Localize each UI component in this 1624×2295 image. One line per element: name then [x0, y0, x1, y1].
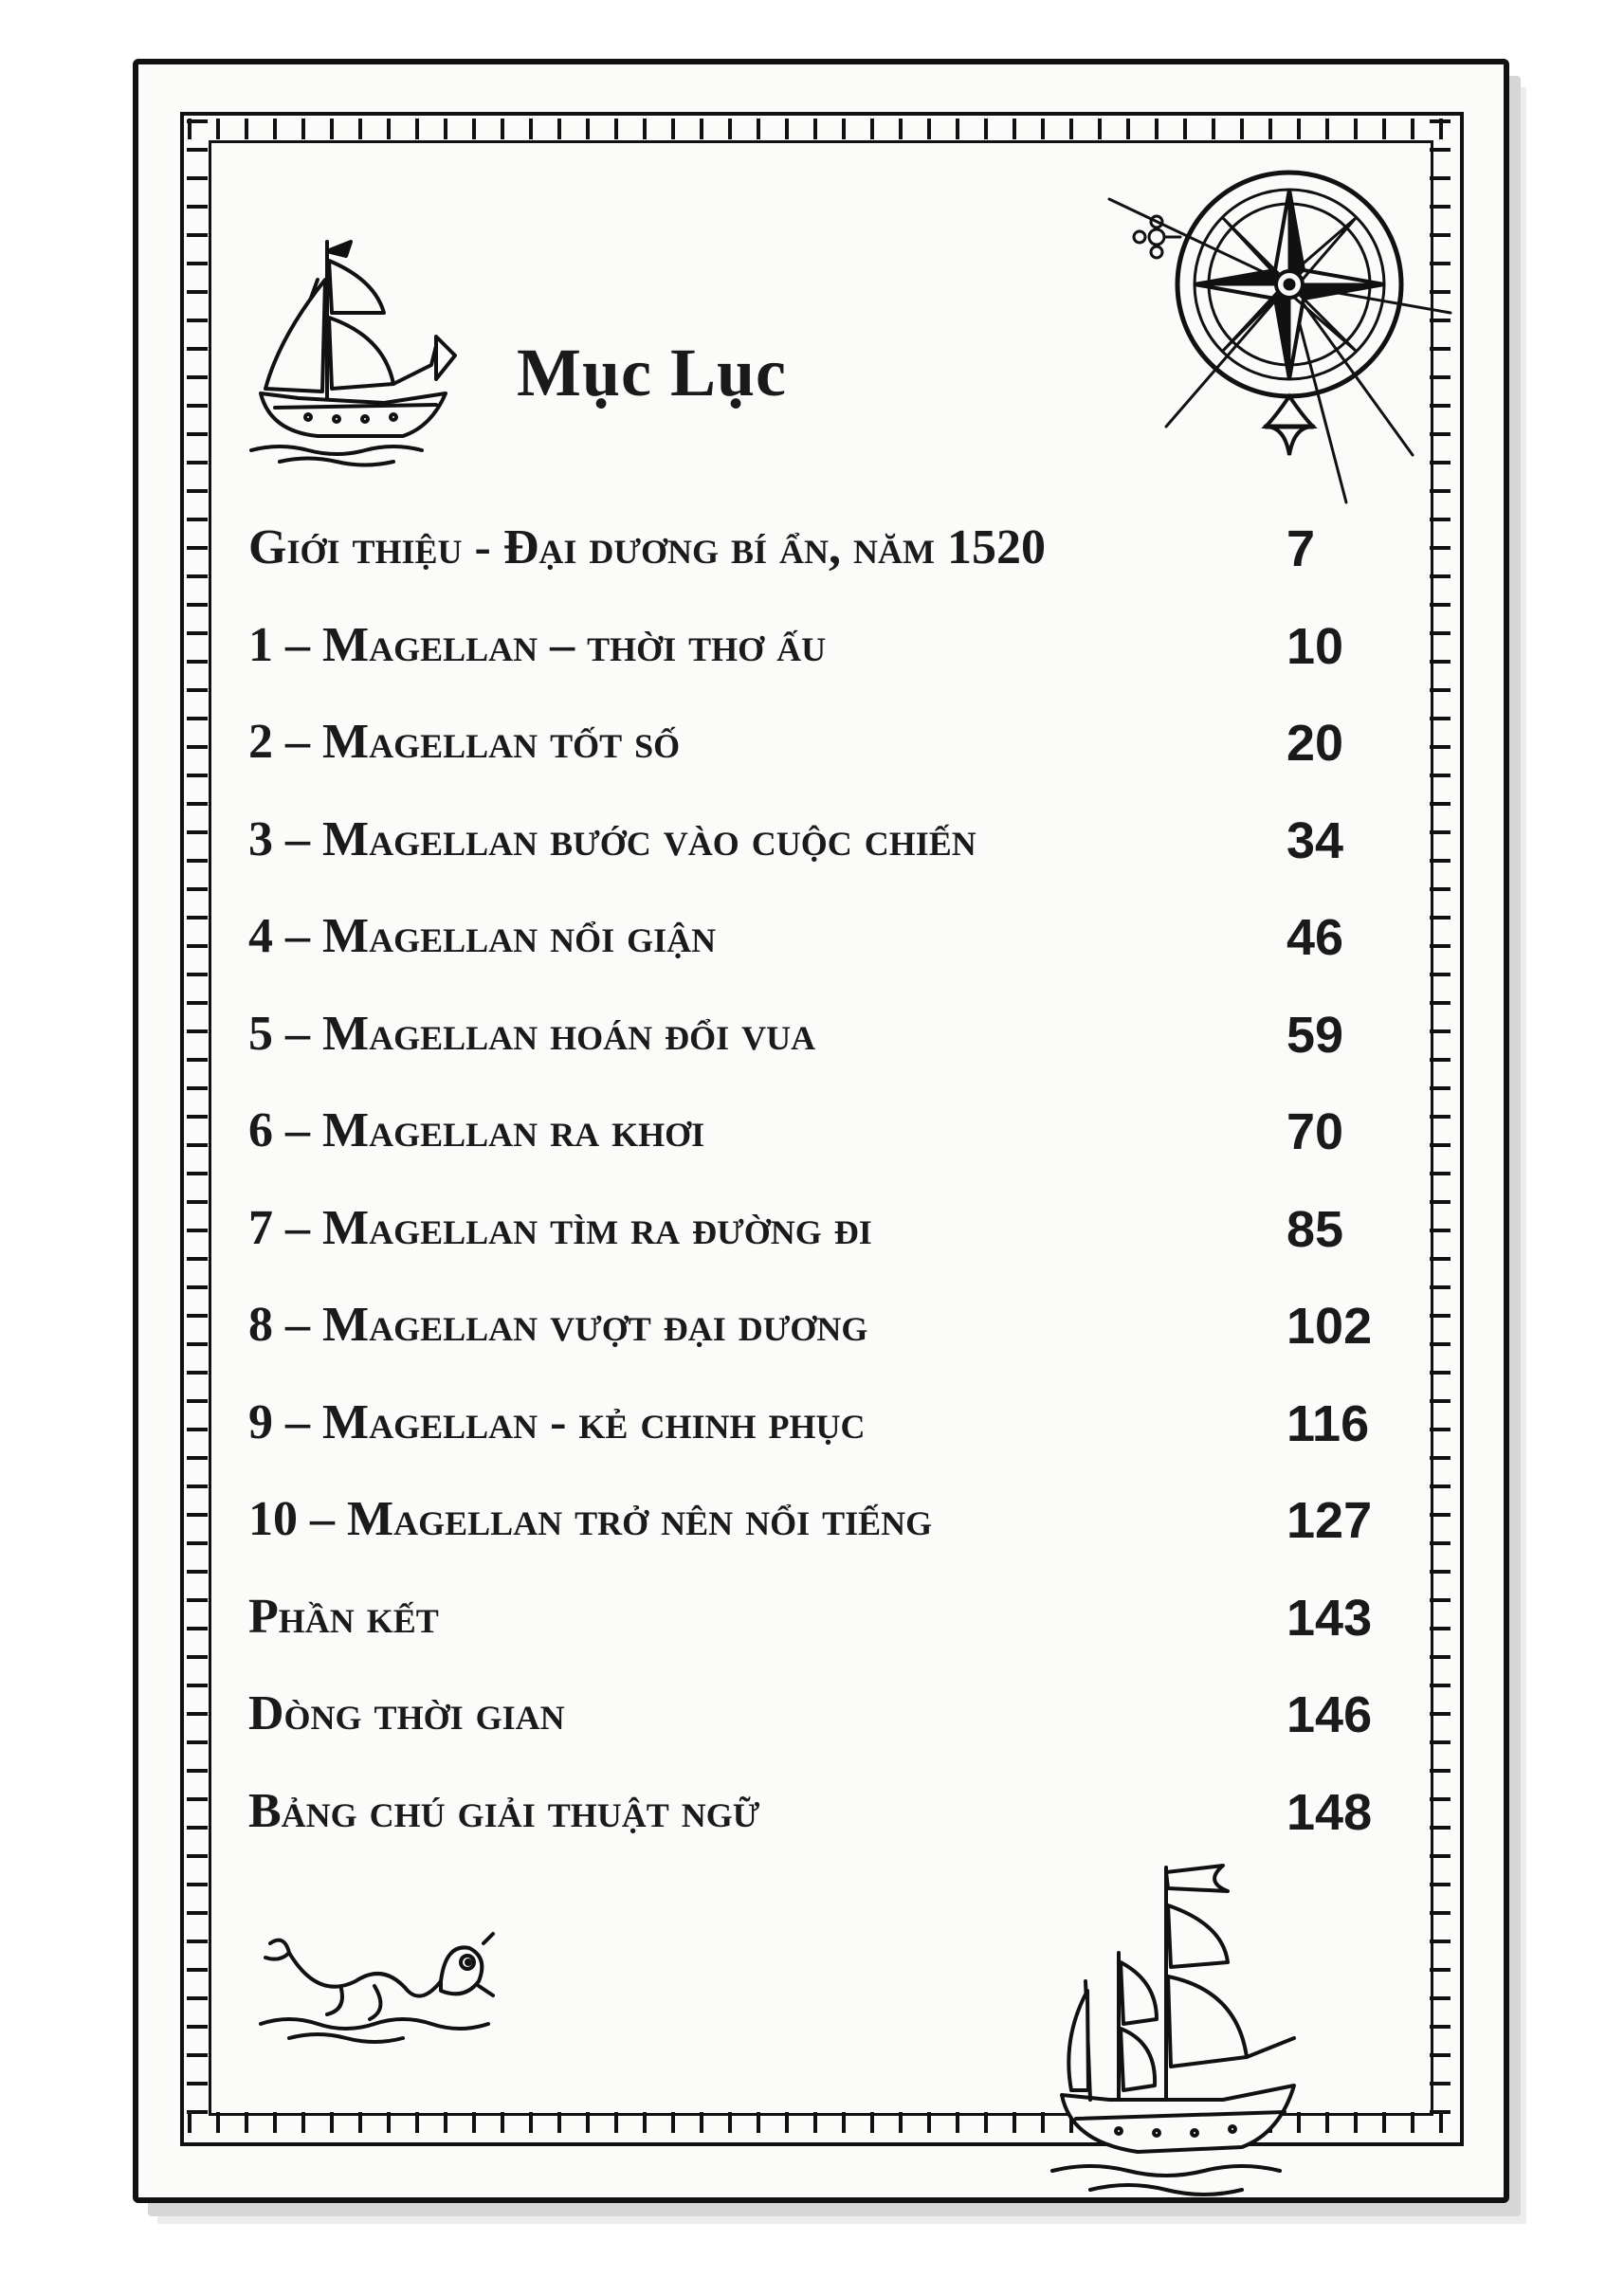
toc-entry-title: 8 – Magellan vượt đại dương — [248, 1298, 868, 1352]
toc-entry-page: 148 — [1286, 1783, 1373, 1841]
toc-entry-page: 127 — [1286, 1492, 1373, 1549]
toc-entry-title: 5 – Magellan hoán đổi vua — [248, 1006, 816, 1061]
toc-entry — [248, 519, 1386, 617]
toc-entry-page: 143 — [1286, 1589, 1373, 1647]
toc-entry — [248, 617, 1386, 715]
chain-border-left — [187, 119, 208, 2131]
toc-entry-title: 2 – Magellan tốt số — [248, 715, 681, 769]
toc-entry-title: 10 – Magellan trở nên nổi tiếng — [248, 1492, 933, 1546]
toc-entry-page: 34 — [1286, 811, 1344, 869]
compass-rose-icon — [1052, 142, 1488, 521]
sea-serpent-icon — [251, 1915, 498, 2048]
toc-entry-page: 116 — [1286, 1394, 1370, 1452]
table-of-contents — [248, 519, 1386, 1880]
toc-entry-title: 4 – Magellan nổi giận — [248, 909, 717, 963]
toc-entry-page: 7 — [1286, 520, 1316, 577]
page-title: Mục Lục — [517, 335, 787, 410]
toc-entry-title: Bảng chú giải thuật ngữ — [248, 1783, 760, 1838]
toc-entry-page: 85 — [1286, 1200, 1344, 1258]
toc-entry-title: 1 – Magellan – thời thơ ấu — [248, 617, 827, 672]
toc-entry-title: 7 – Magellan tìm ra đường đi — [248, 1200, 872, 1255]
toc-entry — [248, 1006, 1386, 1103]
toc-entry — [248, 1394, 1386, 1492]
toc-entry-page: 10 — [1286, 617, 1344, 675]
toc-entry — [248, 1685, 1386, 1783]
toc-entry-page: 46 — [1286, 909, 1344, 966]
toc-entry-page: 20 — [1286, 715, 1344, 772]
sailing-ship-icon — [242, 223, 469, 469]
toc-entry-title: Dòng thời gian — [248, 1686, 565, 1740]
toc-entry-title: Phần kết — [248, 1589, 439, 1644]
toc-entry — [248, 1491, 1386, 1589]
toc-entry-page: 146 — [1286, 1686, 1373, 1743]
toc-entry-page: 59 — [1286, 1006, 1344, 1064]
toc-entry — [248, 1297, 1386, 1394]
toc-entry-page: 70 — [1286, 1103, 1344, 1160]
toc-entry — [248, 811, 1386, 909]
toc-entry-title: 3 – Magellan bước vào cuộc chiến — [248, 811, 976, 866]
toc-entry-title: 6 – Magellan ra khơi — [248, 1103, 705, 1157]
toc-entry — [248, 908, 1386, 1006]
toc-entry-title: 9 – Magellan - kẻ chinh phục — [248, 1394, 866, 1449]
galleon-icon — [1033, 1849, 1318, 2209]
toc-entry — [248, 1102, 1386, 1200]
toc-entry — [248, 1589, 1386, 1686]
toc-entry-page: 102 — [1286, 1298, 1373, 1355]
toc-entry — [248, 714, 1386, 811]
chain-border-top — [188, 118, 1449, 139]
toc-entry-title: Giới thiệu - Đại dương bí ẩn, năm 1520 — [248, 520, 1047, 574]
toc-entry — [248, 1200, 1386, 1298]
